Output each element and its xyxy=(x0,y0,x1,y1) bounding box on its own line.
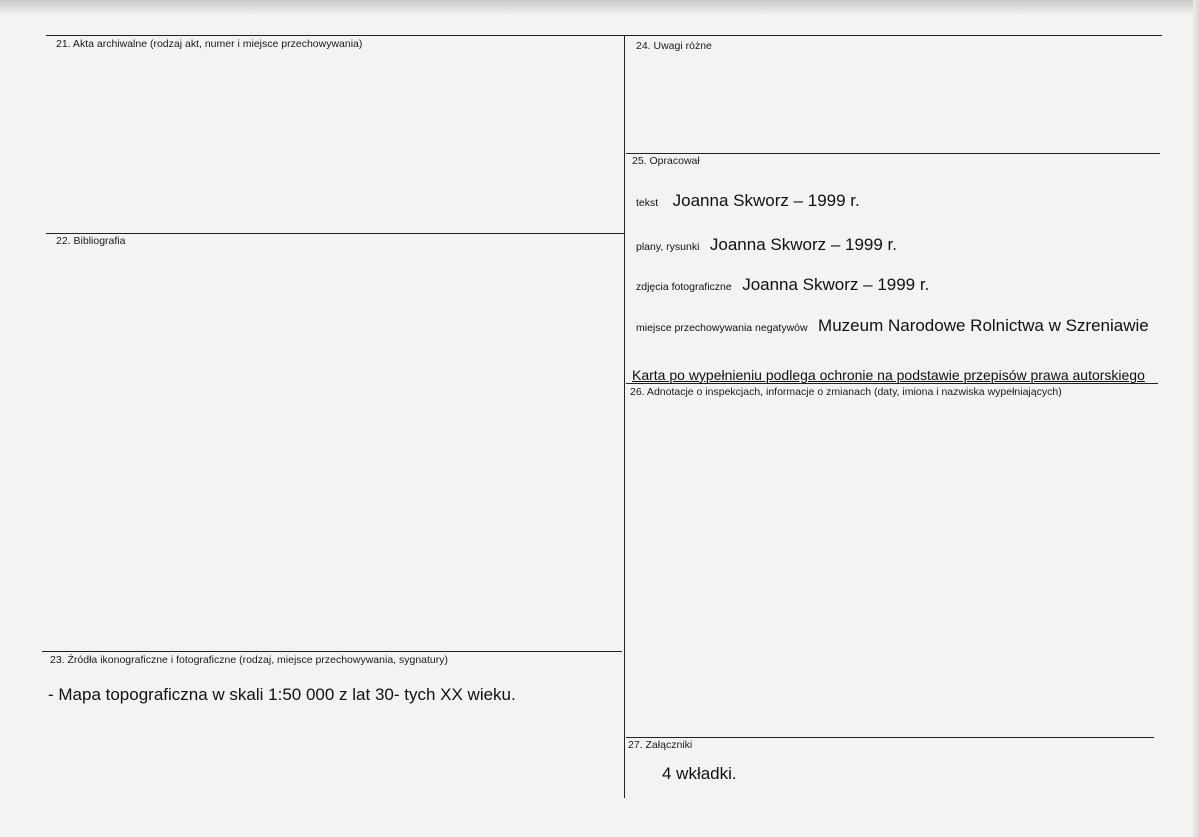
section-26-label: 26. Adnotacje o inspekcjach, informacje o zmianach (daty, imiona i nazwiska wypełniających) xyxy=(630,386,1062,398)
section-27-value: 4 wkładki. xyxy=(662,764,737,783)
section-25-label: 25. Opracował xyxy=(632,155,700,167)
tekst-row xyxy=(636,191,866,211)
negatywy-label: miejsce przechowywania negatywów xyxy=(636,322,808,334)
negatywy-row xyxy=(636,316,1155,336)
rule-26 xyxy=(626,383,1158,384)
rule-top xyxy=(46,35,1162,36)
tekst-value: Joanna Skworz – 1999 r. xyxy=(672,191,860,210)
section-21-label: 21. Akta archiwalne (rodzaj akt, numer i miejsce przechowywania) xyxy=(56,38,363,50)
tekst-label: tekst xyxy=(636,197,659,209)
section-23-label: 23. Źródła ikonograficzne i fotograficzne (rodzaj, miejsce przechowywania, sygnatury) xyxy=(50,654,449,666)
rule-22 xyxy=(46,233,624,234)
zdjecia-value: Joanna Skworz – 1999 r. xyxy=(742,275,930,294)
plany-label: plany, rysunki xyxy=(636,241,700,253)
scan-edge-right xyxy=(1193,0,1199,837)
column-divider xyxy=(624,35,625,798)
zdjecia-row xyxy=(636,275,935,295)
plany-value: Joanna Skworz – 1999 r. xyxy=(709,235,897,254)
section-27-label: 27. Załączniki xyxy=(628,739,693,751)
section-23-entry: - Mapa topograficzna w skali 1:50 000 z lat 30- tych XX wieku. xyxy=(48,685,516,704)
rule-23 xyxy=(42,651,622,652)
zdjecia-label: zdjęcia fotograficzne xyxy=(636,281,732,293)
rule-27 xyxy=(626,737,1154,738)
section-22-label: 22. Bibliografia xyxy=(56,235,126,247)
rule-25 xyxy=(626,153,1160,154)
plany-row xyxy=(636,235,903,255)
copyright-notice: Karta po wypełnieniu podlega ochronie na podstawie przepisów prawa autorskiego xyxy=(632,367,1145,383)
scan-edge-top xyxy=(0,0,1199,14)
negatywy-value: Muzeum Narodowe Rolnictwa w Szreniawie xyxy=(818,316,1149,335)
section-24-label: 24. Uwagi różne xyxy=(636,40,712,52)
